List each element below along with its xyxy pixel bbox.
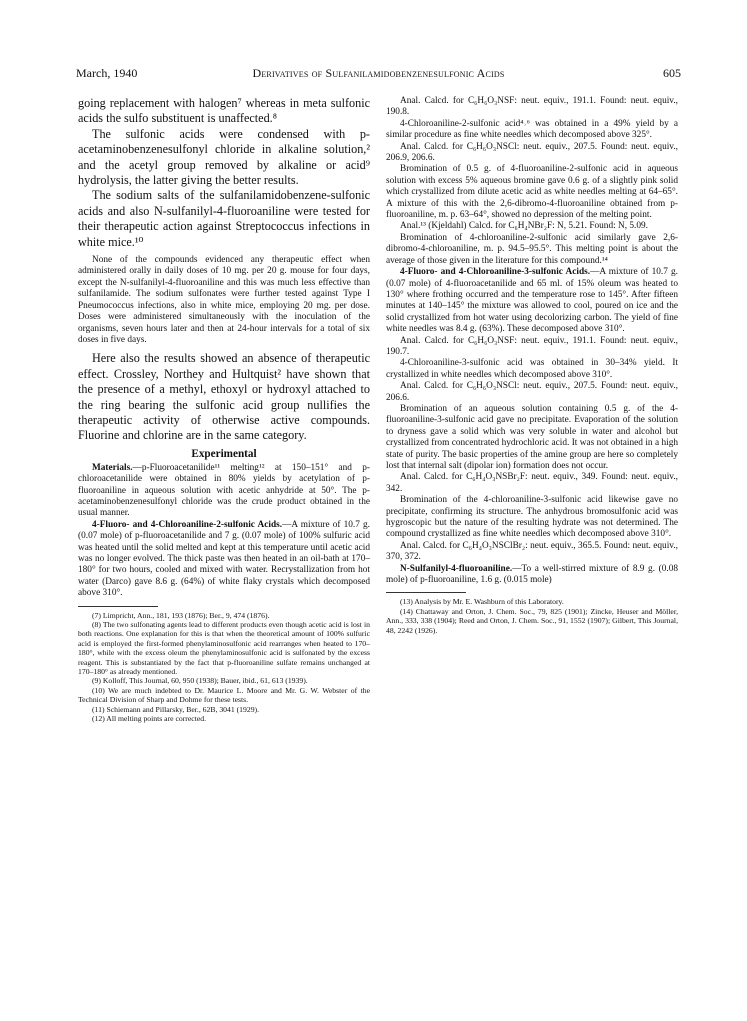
paragraph	[78, 520, 370, 600]
footnote: (7) Limpricht, Ann., 181, 193 (1876); Ber., 9, 474 (1876).	[92, 610, 270, 620]
footnote-rule	[78, 606, 158, 607]
header-title: Derivatives of Sulfanilamidobenzenesulfonic Acids	[252, 66, 505, 80]
analysis-line: Anal. Calcd. for C₆H₆O₃NSCl: neut. equiv., 207.5. Found: neut. equiv., 206.9, 206.6.	[386, 141, 678, 164]
footnote: (11) Schiemann and Pillarsky, Ber., 62B, 3041 (1929).	[92, 704, 260, 714]
footnote: (14) Chattaway and Orton, J. Chem. Soc., 79, 825 (1901); Zincke, Heuser and Möller, Ann., 333, 338 (1904); Reed and Orton, J. Chem. Soc., 91, 1552 (1907); Gilbert, This Journal, 48, 2242 (1926).	[386, 606, 678, 635]
analysis-line: Anal. Calcd. for C₆H₆O₃NSF: neut. equiv., 191.1. Found: neut. equiv., 190.8.	[386, 96, 678, 118]
footnote: (12) All melting points are corrected.	[92, 714, 206, 724]
paragraph: 4-Chloroaniline-2-sulfonic acid⁴˒⁶ was obtained in a 49% yield by a similar procedure as fine white needles which decomposed above 325°.	[386, 118, 678, 141]
running-header	[76, 66, 681, 82]
paragraph: going replacement with halogen⁷ whereas in meta sulfonic acids the sulfo substituent is unaffected.⁸	[78, 96, 370, 126]
analysis-line: Anal. Calcd. for C₆H₄O₃NSClBr₂: neut. equiv., 365.5. Found: neut. equiv., 370, 372.	[386, 540, 678, 563]
left-column	[78, 96, 370, 724]
paragraph-body: —To a well-stirred mixture of 8.9 g. (0.08 mole) of p-fluoroaniline, 1.6 g. (0.015 mole)	[386, 563, 678, 586]
footnote: (10) We are much indebted to Dr. Maurice L. Moore and Mr. G. W. Webster of the Technical Division of Sharp and Dohme for these tests.	[78, 685, 370, 705]
right-column	[386, 96, 678, 635]
paragraph	[78, 463, 370, 520]
paragraph-body: —A mixture of 10.7 g. (0.07 mole) of p-fluoroacetanilide and 7 g. (0.07 mole) of 100% sulfuric acid was heated until the solid melted and kept at this temperature until acetic acid was no longer evolved. The thick paste was then heated in an oil-bath at 170–180° for two hours, cooled and mixed with water. Recrystallization from hot water (Darco) gave 8.6 g. (64%) of white flaky crystals which decomposed above 310°.	[78, 519, 370, 599]
analysis-line: Anal.¹³ (Kjeldahl) Calcd. for C₆H₄NBr₂F: N, 5.21. Found: N, 5.09.	[400, 221, 648, 232]
run-in-heading: 4-Fluoro- and 4-Chloroaniline-2-sulfonic Acids.	[92, 519, 283, 530]
footnote: (13) Analysis by Mr. E. Washburn of this Laboratory.	[400, 597, 564, 607]
footnote-rule	[386, 592, 466, 593]
page-number: 605	[663, 66, 681, 80]
analysis-line: Anal. Calcd. for C₆H₄O₃NSBr₂F: neut. equiv., 349. Found: neut. equiv., 342.	[386, 472, 678, 494]
footnote: (8) The two sulfonating agents lead to different products even though acetic acid is lost in both reactions. One explanation for this is that when the theoretical amount of 100% sulfuric acid is employed the first-formed phenylaminosulfonic acid rearranges when heated to 170–180°, while with the excess oleum the phenylaminosulfonic acid is sulfonated by the excess reagent. This is substantiated by the fact that p-fluoroaniline sulfate remains unchanged at 170–180° as already mentioned.	[78, 620, 370, 677]
paragraph: The sodium salts of the sulfanilamidobenzene-sulfonic acids and also N-sulfanilyl-4-fluoroaniline were tested for their therapeutic action against Streptococcus infections in white mice.¹⁰	[78, 188, 370, 249]
header-date: March, 1940	[76, 66, 138, 80]
run-in-heading: Materials.	[92, 462, 133, 473]
paragraph: 4-Chloroaniline-3-sulfonic acid was obtained in 30–34% yield. It crystallized in white needles which decomposed above 310°.	[386, 358, 678, 380]
paragraph	[386, 267, 678, 335]
paragraph: Bromination of 0.5 g. of 4-fluoroaniline-2-sulfonic acid in aqueous solution with excess 5% aqueous bromine gave 0.6 g. of a slightly pink solid which crystallized from dilute acetic acid as white needles melting at 64–65°. A mixture of this with the 2,6-dibromo-4-fluoroaniline obtained from p-fluoroaniline, m. p. 63–64°, showed no depression of the melting point.	[386, 164, 678, 221]
paragraph: None of the compounds evidenced any therapeutic effect when administered orally in daily doses of 10 mg. per 20 g. mouse for four days, except the N-sulfanilyl-4-fluoroaniline and this was much less effective than sulfanilamide. The sodium sulfonates were further tested against Type I Pneumococcus infections, also in white mice, employing 20 mg. per dose. Doses were administered simultaneously with the inoculation of the organisms, seven hours later and then at 24-hour intervals for a total of six doses in five days.	[78, 255, 370, 345]
analysis-line: Anal. Calcd. for C₆H₆O₃NSF: neut. equiv., 191.1. Found: neut. equiv., 190.7.	[386, 335, 678, 357]
paragraph: The sulfonic acids were condensed with p-acetaminobenzenesulfonyl chloride in alkaline solution,² and the acetyl group removed by alkaline or acid⁹ hydrolysis, the latter giving the better results.	[78, 126, 370, 188]
paragraph: Bromination of 4-chloroaniline-2-sulfonic acid similarly gave 2,6-dibromo-4-chloroaniline, m. p. 94.5–95.5°. This melting point is about the average of those given in the literature for this compound.¹⁴	[386, 232, 678, 266]
paragraph: Bromination of the 4-chloroaniline-3-sulfonic acid likewise gave no precipitate, confirming its structure. The anhydrous bromosulfonic acid was hygroscopic but the nature of the resulting hydrate was not determined. The compound crystallized as fine white needles which decomposed above 310°.	[386, 495, 678, 540]
analysis-line: Anal. Calcd. for C₆H₆O₃NSCl: neut. equiv., 207.5. Found: neut. equiv., 206.6.	[386, 381, 678, 403]
paragraph: Bromination of an aqueous solution containing 0.5 g. of the 4-fluoroaniline-3-sulfonic acid gave no precipitate. Evaporation of the solution to dryness gave a solid which was very soluble in water and alcohol but crystallized from concentrated hydrochloric acid. It was not obtained in a high state of purity. The basic properties of the amine group are here so completely lost that internal salt (dipolar ion) formation does not occur.	[386, 403, 678, 471]
section-heading: Experimental	[191, 447, 257, 460]
run-in-heading: 4-Fluoro- and 4-Chloroaniline-3-sulfonic Acids.	[400, 267, 591, 278]
run-in-heading: N-Sulfanilyl-4-fluoroaniline.	[400, 563, 513, 574]
footnote: (9) Kolloff, This Journal, 60, 950 (1938); Bauer, ibid., 61, 613 (1939).	[92, 676, 308, 686]
paragraph: Here also the results showed an absence of therapeutic effect. Crossley, Northey and Hultquist² have shown that the presence of a methyl, ethoxyl or hydroxyl attached to the ring bearing the sulfonic acid group nullifies the therapeutic activity of otherwise active compounds. Fluorine and chlorine are in the same category.	[78, 351, 370, 443]
paragraph-body: —A mixture of 10.7 g. (0.07 mole) of 4-fluoroacetanilide and 65 ml. of 15% oleum was heated to 130° where frothing occurred and the temperature rose to 145°. After fifteen minutes at 140–145° the mixture was allowed to cool, poured on ice and the solid crystallized from hot water using decolorizing carbon. The yield of fine white needles was 8.4 g. (63%). These decomposed above 310°.	[386, 267, 678, 335]
paragraph-body: —p-Fluoroacetanilide¹¹ melting¹² at 150–151° and p-chloroacetanilide were obtained in 80% yields by acetylation of p-fluoroaniline in aqueous solution with acetic anhydride at 50°. The p-acetaminobenzenesulfonyl chloride was the crude product obtained in the usual manner.	[78, 462, 370, 519]
paragraph	[386, 564, 678, 587]
